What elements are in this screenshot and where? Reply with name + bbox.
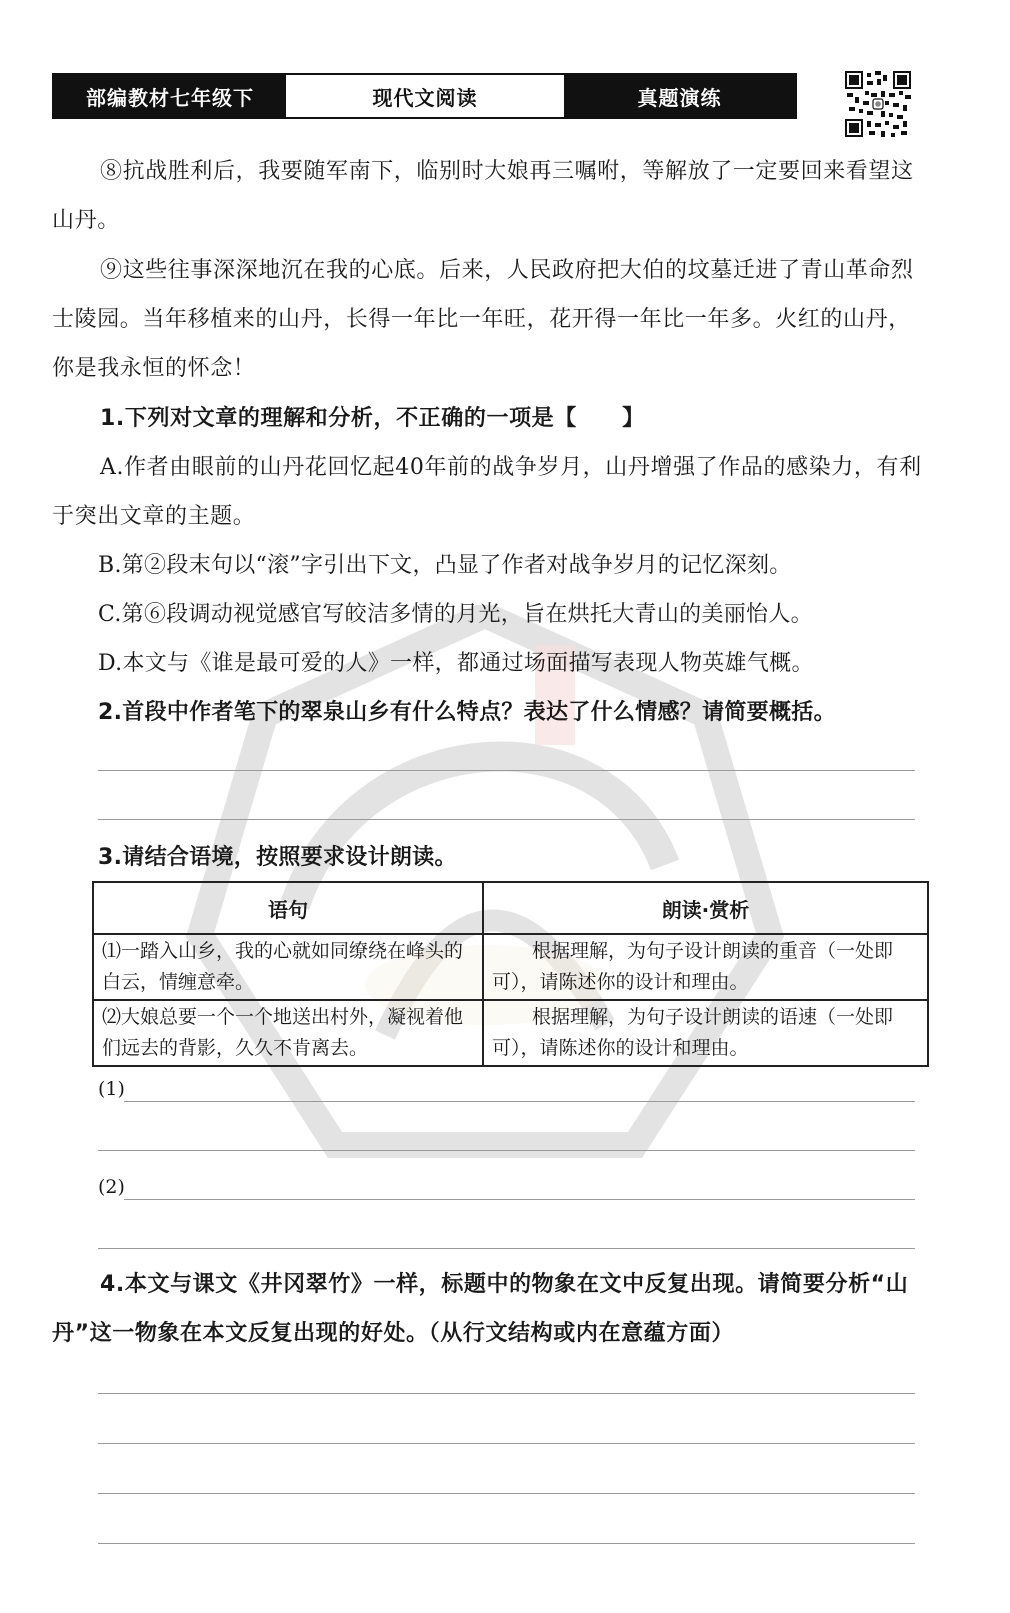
answer-line[interactable] <box>124 1101 915 1102</box>
table-header-sentence: 语句 <box>93 882 483 934</box>
table-header-analysis: 朗读·赏析 <box>483 882 928 934</box>
table-row <box>93 1000 928 1066</box>
option-a: A.作者由眼前的山丹花回忆起40年前的战争岁月，山丹增强了作品的感染力，有利于突出文章的主题。 <box>52 455 922 529</box>
option-b: B.第②段末句以“滚”字引出下文，凸显了作者对战争岁月的记忆深刻。 <box>98 553 792 578</box>
question-2-stem: 2.首段中作者笔下的翠泉山乡有什么特点？表达了什么情感？请简要概括。 <box>98 700 836 725</box>
answer-line[interactable] <box>98 1543 915 1544</box>
answer-line[interactable] <box>98 1443 915 1444</box>
option-d: D.本文与《谁是最可爱的人》一样，都通过场面描写表现人物英雄气概。 <box>98 651 814 676</box>
table-cell-task: 根据理解，为句子设计朗读的重音（一处即可），请陈述你的设计和理由。 <box>483 934 928 1000</box>
table-header-row <box>93 882 928 934</box>
question-1-stem: 1.下列对文章的理解和分析，不正确的一项是【 】 <box>100 406 645 431</box>
header-topic: 现代文阅读 <box>286 75 564 117</box>
paragraph-9: ⑨这些往事深深地沉在我的心底。后来，人民政府把大伯的坟墓迁进了青山革命烈士陵园。当年移植来的山丹，长得一年比一年旺，花开得一年比一年多。火红的山丹，你是我永恒的怀念！ <box>52 258 914 381</box>
question-3-stem: 3.请结合语境，按照要求设计朗读。 <box>98 845 457 870</box>
paragraph-8: ⑧抗战胜利后，我要随军南下，临别时大娘再三嘱咐，等解放了一定要回来看望这山丹。 <box>52 159 914 233</box>
reading-design-table <box>92 881 929 1067</box>
answer-line[interactable] <box>98 1393 915 1394</box>
answer-line[interactable] <box>98 1150 915 1151</box>
answer-line[interactable] <box>124 1199 915 1200</box>
option-c: C.第⑥段调动视觉感官写皎洁多情的月光，旨在烘托大青山的美丽怡人。 <box>98 602 813 627</box>
answer-line[interactable] <box>98 770 915 771</box>
question-4-stem: 4.本文与课文《井冈翠竹》一样，标题中的物象在文中反复出现。请简要分析“山丹”这一物象在本文反复出现的好处。（从行文结构或内在意蕴方面） <box>52 1272 909 1346</box>
table-row <box>93 934 928 1000</box>
header-grade: 部编教材七年级下 <box>54 75 286 117</box>
header-practice: 真题演练 <box>564 75 795 117</box>
answer-line[interactable] <box>98 1493 915 1494</box>
answer-label-2: (2) <box>98 1176 125 1198</box>
table-cell-sentence: ⑴一踏入山乡，我的心就如同缭绕在峰头的白云，情缠意牵。 <box>93 934 483 1000</box>
table-cell-sentence: ⑵大娘总要一个一个地送出村外，凝视着他们远去的背影，久久不肯离去。 <box>93 1000 483 1066</box>
answer-line[interactable] <box>98 819 915 820</box>
table-cell-task: 根据理解，为句子设计朗读的语速（一处即可），请陈述你的设计和理由。 <box>483 1000 928 1066</box>
header-bar <box>52 73 797 119</box>
answer-line[interactable] <box>98 1248 915 1249</box>
qr-code-icon <box>845 71 911 137</box>
answer-label-1: (1) <box>98 1078 125 1100</box>
